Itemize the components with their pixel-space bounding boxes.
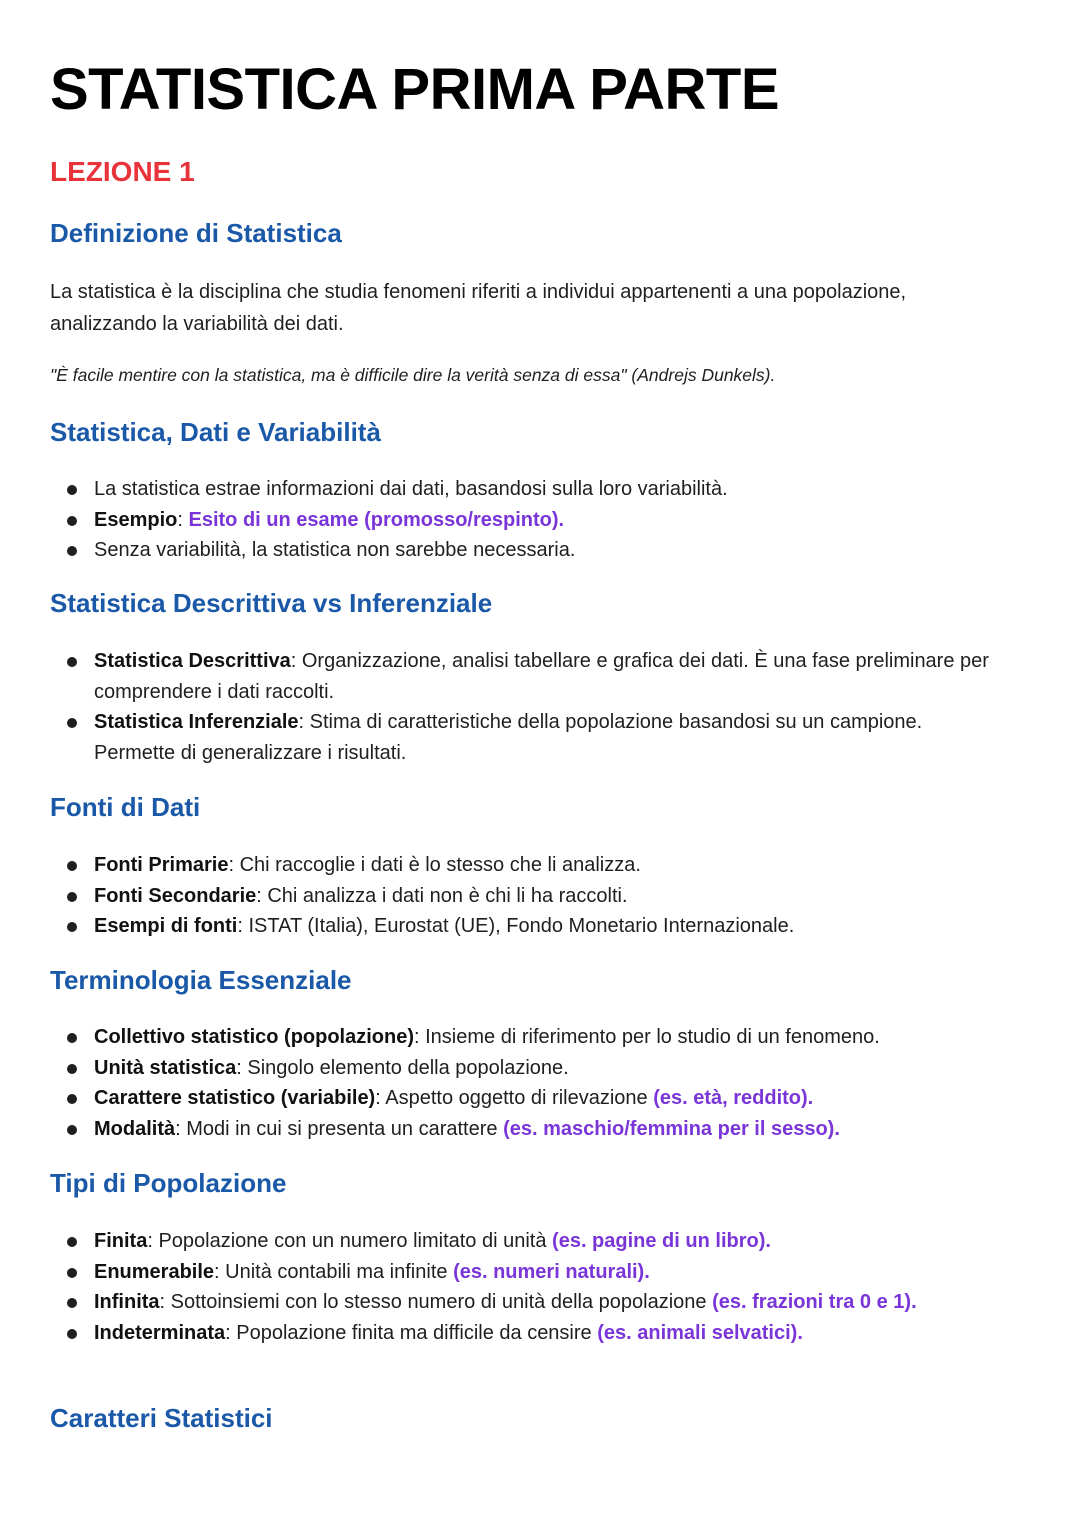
bullet-icon <box>67 1064 77 1074</box>
bullet-icon <box>67 718 77 728</box>
item-example: (es. maschio/femmina per il sesso). <box>503 1117 840 1140</box>
item-label: Collettivo statistico (popolazione) <box>94 1026 415 1048</box>
section-heading-terminologia: Terminologia Essenziale <box>50 965 352 995</box>
item-example: (es. età, reddito). <box>653 1087 814 1109</box>
item-label: Enumerabile <box>94 1260 215 1283</box>
list-item <box>0 1318 1020 1349</box>
list-item <box>0 1083 1030 1114</box>
list-item <box>0 1114 1030 1145</box>
list-descrittiva-inferenziale <box>0 646 990 768</box>
definition-paragraph: La statistica è la disciplina che studia fenomeni riferiti a individui appartenenti a una popolazione, analizzando la variabilità dei dati. <box>50 281 907 335</box>
section-heading-fonti: Fonti di Dati <box>50 792 201 822</box>
item-example: (es. numeri naturali). <box>453 1260 650 1283</box>
list-item <box>0 1287 1020 1318</box>
bullet-icon <box>67 485 77 495</box>
item-label: Infinita <box>94 1291 160 1313</box>
list-item <box>0 646 990 707</box>
list-item <box>0 1053 1030 1084</box>
list-item <box>0 911 1030 942</box>
list-item <box>0 474 1030 505</box>
item-label: Carattere statistico (variabile) <box>94 1087 376 1109</box>
item-text: : Organizzazione, analisi tabellare e grafica dei dati. È una fase preliminare per comprendere i dati raccolti. <box>94 650 989 703</box>
item-text: : Aspetto oggetto di rilevazione <box>375 1087 654 1109</box>
item-separator: : <box>177 508 189 531</box>
bullet-icon <box>67 861 77 871</box>
item-label: Modalità <box>94 1117 176 1140</box>
section-heading-descrittiva-inferenziale: Statistica Descrittiva vs Inferenziale <box>50 588 493 618</box>
list-item <box>0 1022 1030 1053</box>
item-label: Statistica Descrittiva <box>94 650 291 672</box>
list-item <box>0 850 1030 881</box>
item-label: Fonti Secondarie <box>94 884 257 907</box>
item-text: : Stima di caratteristiche della popolazione basandosi su un campione. Permette di generalizzare i risultati. <box>94 711 923 764</box>
bullet-icon <box>67 516 77 526</box>
item-text: : ISTAT (Italia), Eurostat (UE), Fondo Monetario Internazionale. <box>237 915 795 937</box>
bullet-icon <box>67 1329 77 1339</box>
bullet-icon <box>67 1298 77 1308</box>
item-example: (es. animali selvatici). <box>597 1321 803 1344</box>
bullet-icon <box>67 546 77 556</box>
item-label: Esempio <box>94 508 178 531</box>
item-label: Esempi di fonti <box>94 915 238 937</box>
item-text: : Chi raccoglie i dati è lo stesso che li analizza. <box>228 854 641 876</box>
section-heading-variabilita: Statistica, Dati e Variabilità <box>50 417 381 447</box>
item-label: Fonti Primarie <box>94 854 229 876</box>
quote-paragraph: "È facile mentire con la statistica, ma è difficile dire la verità senza di essa" (Andrejs Dunkels). <box>50 365 776 385</box>
item-text: : Popolazione finita ma difficile da censire <box>225 1321 598 1344</box>
section-heading-caratteri: Caratteri Statistici <box>50 1403 273 1433</box>
list-item <box>0 1257 1020 1288</box>
item-text: : Unità contabili ma infinite <box>214 1260 454 1283</box>
bullet-icon <box>67 1094 77 1104</box>
list-item <box>0 707 990 768</box>
bullet-icon <box>67 922 77 932</box>
item-label: Statistica Inferenziale <box>94 711 299 733</box>
item-example: (es. pagine di un libro). <box>552 1230 771 1252</box>
bullet-icon <box>67 1033 77 1043</box>
item-label: Unità statistica <box>94 1056 237 1079</box>
bullet-icon <box>67 1237 77 1247</box>
page-title: STATISTICA PRIMA PARTE <box>50 57 780 122</box>
list-item <box>0 1226 1020 1257</box>
list-item <box>0 505 1030 536</box>
list-fonti <box>0 850 1030 942</box>
list-popolazione <box>0 1226 1020 1348</box>
item-label: Indeterminata <box>94 1321 226 1344</box>
item-text: : Modi in cui si presenta un carattere <box>175 1117 504 1140</box>
section-heading-popolazione: Tipi di Popolazione <box>50 1168 287 1198</box>
item-text: Senza variabilità, la statistica non sarebbe necessaria. <box>94 539 576 561</box>
list-item <box>0 535 1030 566</box>
item-label: Finita <box>94 1230 148 1252</box>
item-example: (es. frazioni tra 0 e 1). <box>712 1291 917 1313</box>
lesson-heading: LEZIONE 1 <box>50 156 195 187</box>
list-terminologia <box>0 1022 1030 1144</box>
bullet-icon <box>67 1125 77 1135</box>
item-text: : Popolazione con un numero limitato di unità <box>147 1230 553 1252</box>
item-text: : Singolo elemento della popolazione. <box>236 1056 569 1079</box>
item-text: : Sottoinsiemi con lo stesso numero di unità della popolazione <box>159 1291 713 1313</box>
item-text: La statistica estrae informazioni dai dati, basandosi sulla loro variabilità. <box>94 478 728 500</box>
item-text: : Chi analizza i dati non è chi li ha raccolti. <box>256 884 628 907</box>
bullet-icon <box>67 657 77 667</box>
item-text: : Insieme di riferimento per lo studio di un fenomeno. <box>414 1026 880 1048</box>
bullet-icon <box>67 1268 77 1278</box>
section-heading-definizione: Definizione di Statistica <box>50 218 342 248</box>
list-item <box>0 881 1030 912</box>
item-example: Esito di un esame (promosso/respinto). <box>188 508 565 531</box>
bullet-icon <box>67 892 77 902</box>
list-variabilita <box>0 474 1030 566</box>
